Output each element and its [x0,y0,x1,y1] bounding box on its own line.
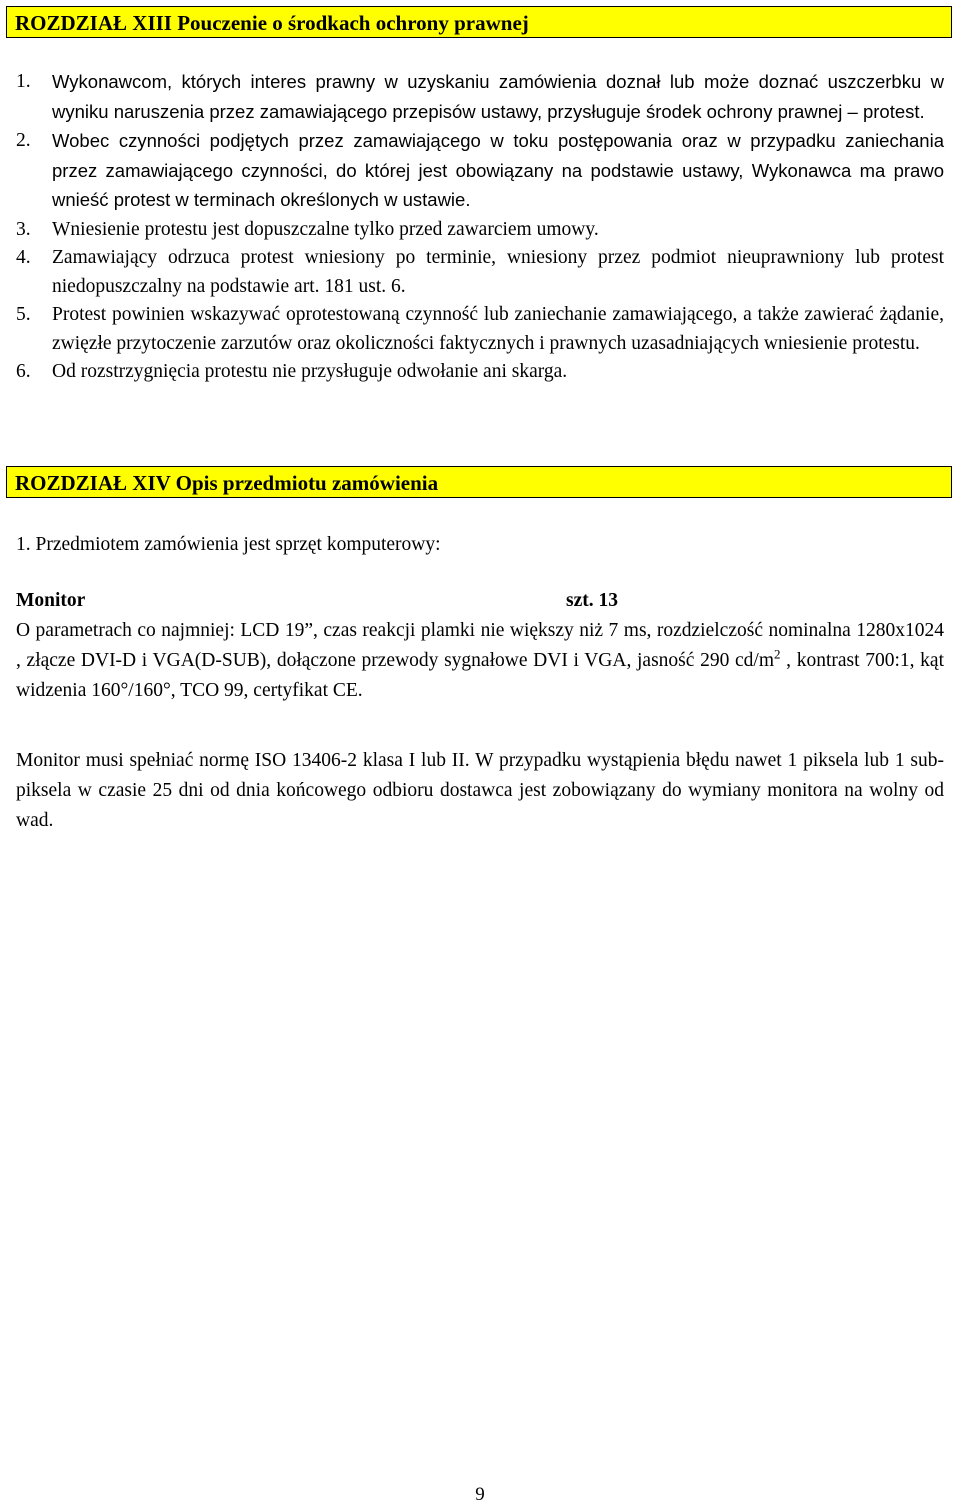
monitor-requirement: Monitor musi spełniać normę ISO 13406-2 klasa I lub II. W przypadku wystąpienia błędu nawet 1 piksela lub 1 sub-piksela w czasie 25 dni od dnia końcowego odbioru dostawca jest zobowiązany do wymiany monitora na wolny od wad. [16,750,944,831]
list-item [16,358,944,387]
list-item [16,244,944,301]
list-item-text: Wobec czynności podjętych przez zamawiającego w toku postępowania oraz w przypadku zaniechania przez zamawiającego czynności, do której jest obowiązany na podstawie ustawy, Wykonawca ma prawo wnieść protest w terminach określonych w ustawie. [52,130,944,210]
list-item-number: 3. [16,218,31,240]
list-item-text: Protest powinien wskazywać oprotestowaną czynność lub zaniechanie zamawiającego, a także zawierać żądanie, zwięzłe przytoczenie zarzutów oraz okoliczności faktycznych i prawnych uzasadniających wniesienie protestu. [52,304,944,354]
product-parameters [16,616,944,706]
legal-remedies-list [16,68,944,387]
list-item [16,301,944,358]
page-number: 9 [475,1484,485,1505]
parameters-text-continued: , kontrast 700:1, kąt widzenia 160°/160°, TCO 99, certyfikat CE. [16,650,944,701]
list-item-text: Wykonawcom, których interes prawny w uzyskaniu zamówienia doznał lub może doznać uszczerbku w wyniku naruszenia przez zamawiającego przepisów ustawy, przysługuje środek ochrony prawnej – protest. [52,71,944,122]
list-item-number: 6. [16,361,31,382]
section-14-heading: ROZDZIAŁ XIV Opis przedmiotu zamówienia [6,466,952,498]
list-item-text: Zamawiający odrzuca protest wniesiony po terminie, wniesiony przez podmiot nieuprawniony lub protest niedopuszczalny na podstawie art. 181 ust. 6. [52,247,944,297]
product-line [16,586,944,616]
list-item-number: 2. [16,130,31,151]
quantity-value: 13 [598,590,618,611]
order-intro: 1. Przedmiotem zamówienia jest sprzęt komputerowy: [16,534,441,555]
list-item-number: 4. [16,247,31,268]
list-item-text: Od rozstrzygnięcia protestu nie przysługuje odwołanie ani skarga. [52,361,568,382]
list-item-number: 5. [16,304,31,325]
list-item-text: Wniesienie protestu jest dopuszczalne tylko przed zawarciem umowy. [52,218,599,240]
list-item [16,68,944,127]
product-name: Monitor [16,590,86,611]
list-item [16,216,944,245]
quantity-label: szt. [566,590,594,611]
parameters-superscript: 2 [774,646,781,662]
list-item-number: 1. [16,71,31,92]
section-13-heading: ROZDZIAŁ XIII Pouczenie o środkach ochrony prawnej [6,6,952,38]
parameters-text: O parametrach co najmniej: LCD 19”, czas reakcji plamki nie większy niż 7 ms, rozdzielczość nominalna 1280x1024 , złącze DVI-D i VGA(D-SUB), dołączone przewody sygnałowe DVI i VGA, jasność 290 cd/m [16,620,944,671]
list-item [16,127,944,216]
